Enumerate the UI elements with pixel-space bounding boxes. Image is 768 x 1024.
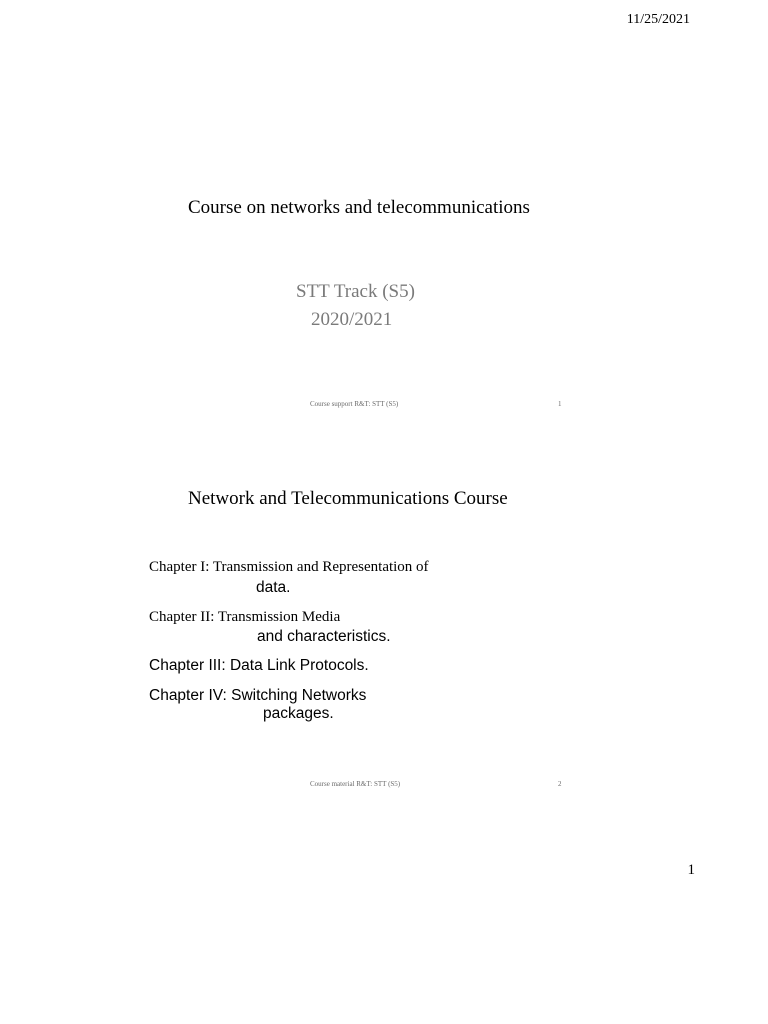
slide-1-title: Course on networks and telecommunications (188, 197, 530, 218)
chapter-1-line-2: data. (256, 579, 291, 596)
chapter-2-line-1: Chapter II: Transmission Media (149, 609, 341, 625)
slide-2-footer: Course material R&T: STT (S5) (310, 780, 401, 788)
slide-1 (0, 0, 768, 440)
slide-2-title: Network and Telecommunications Course (188, 488, 508, 509)
slide-2-number: 2 (558, 780, 562, 788)
chapter-4-line-1: Chapter IV: Switching Networks (149, 687, 367, 704)
slide-1-subtitle-year: 2020/2021 (311, 309, 393, 330)
chapter-2-line-2: and characteristics. (257, 628, 391, 645)
slide-1-subtitle-track: STT Track (S5) (296, 281, 415, 302)
page-date: 11/25/2021 (626, 12, 690, 27)
chapter-1-line-1: Chapter I: Transmission and Representation of (149, 559, 429, 575)
page-number: 1 (687, 862, 695, 878)
slide-1-footer: Course support R&T: STT (S5) (310, 400, 399, 408)
chapter-4-line-2: packages. (263, 705, 334, 722)
slide-1-number: 1 (558, 400, 562, 408)
slide-2 (0, 440, 768, 820)
chapter-3-line-1: Chapter III: Data Link Protocols. (149, 657, 369, 674)
